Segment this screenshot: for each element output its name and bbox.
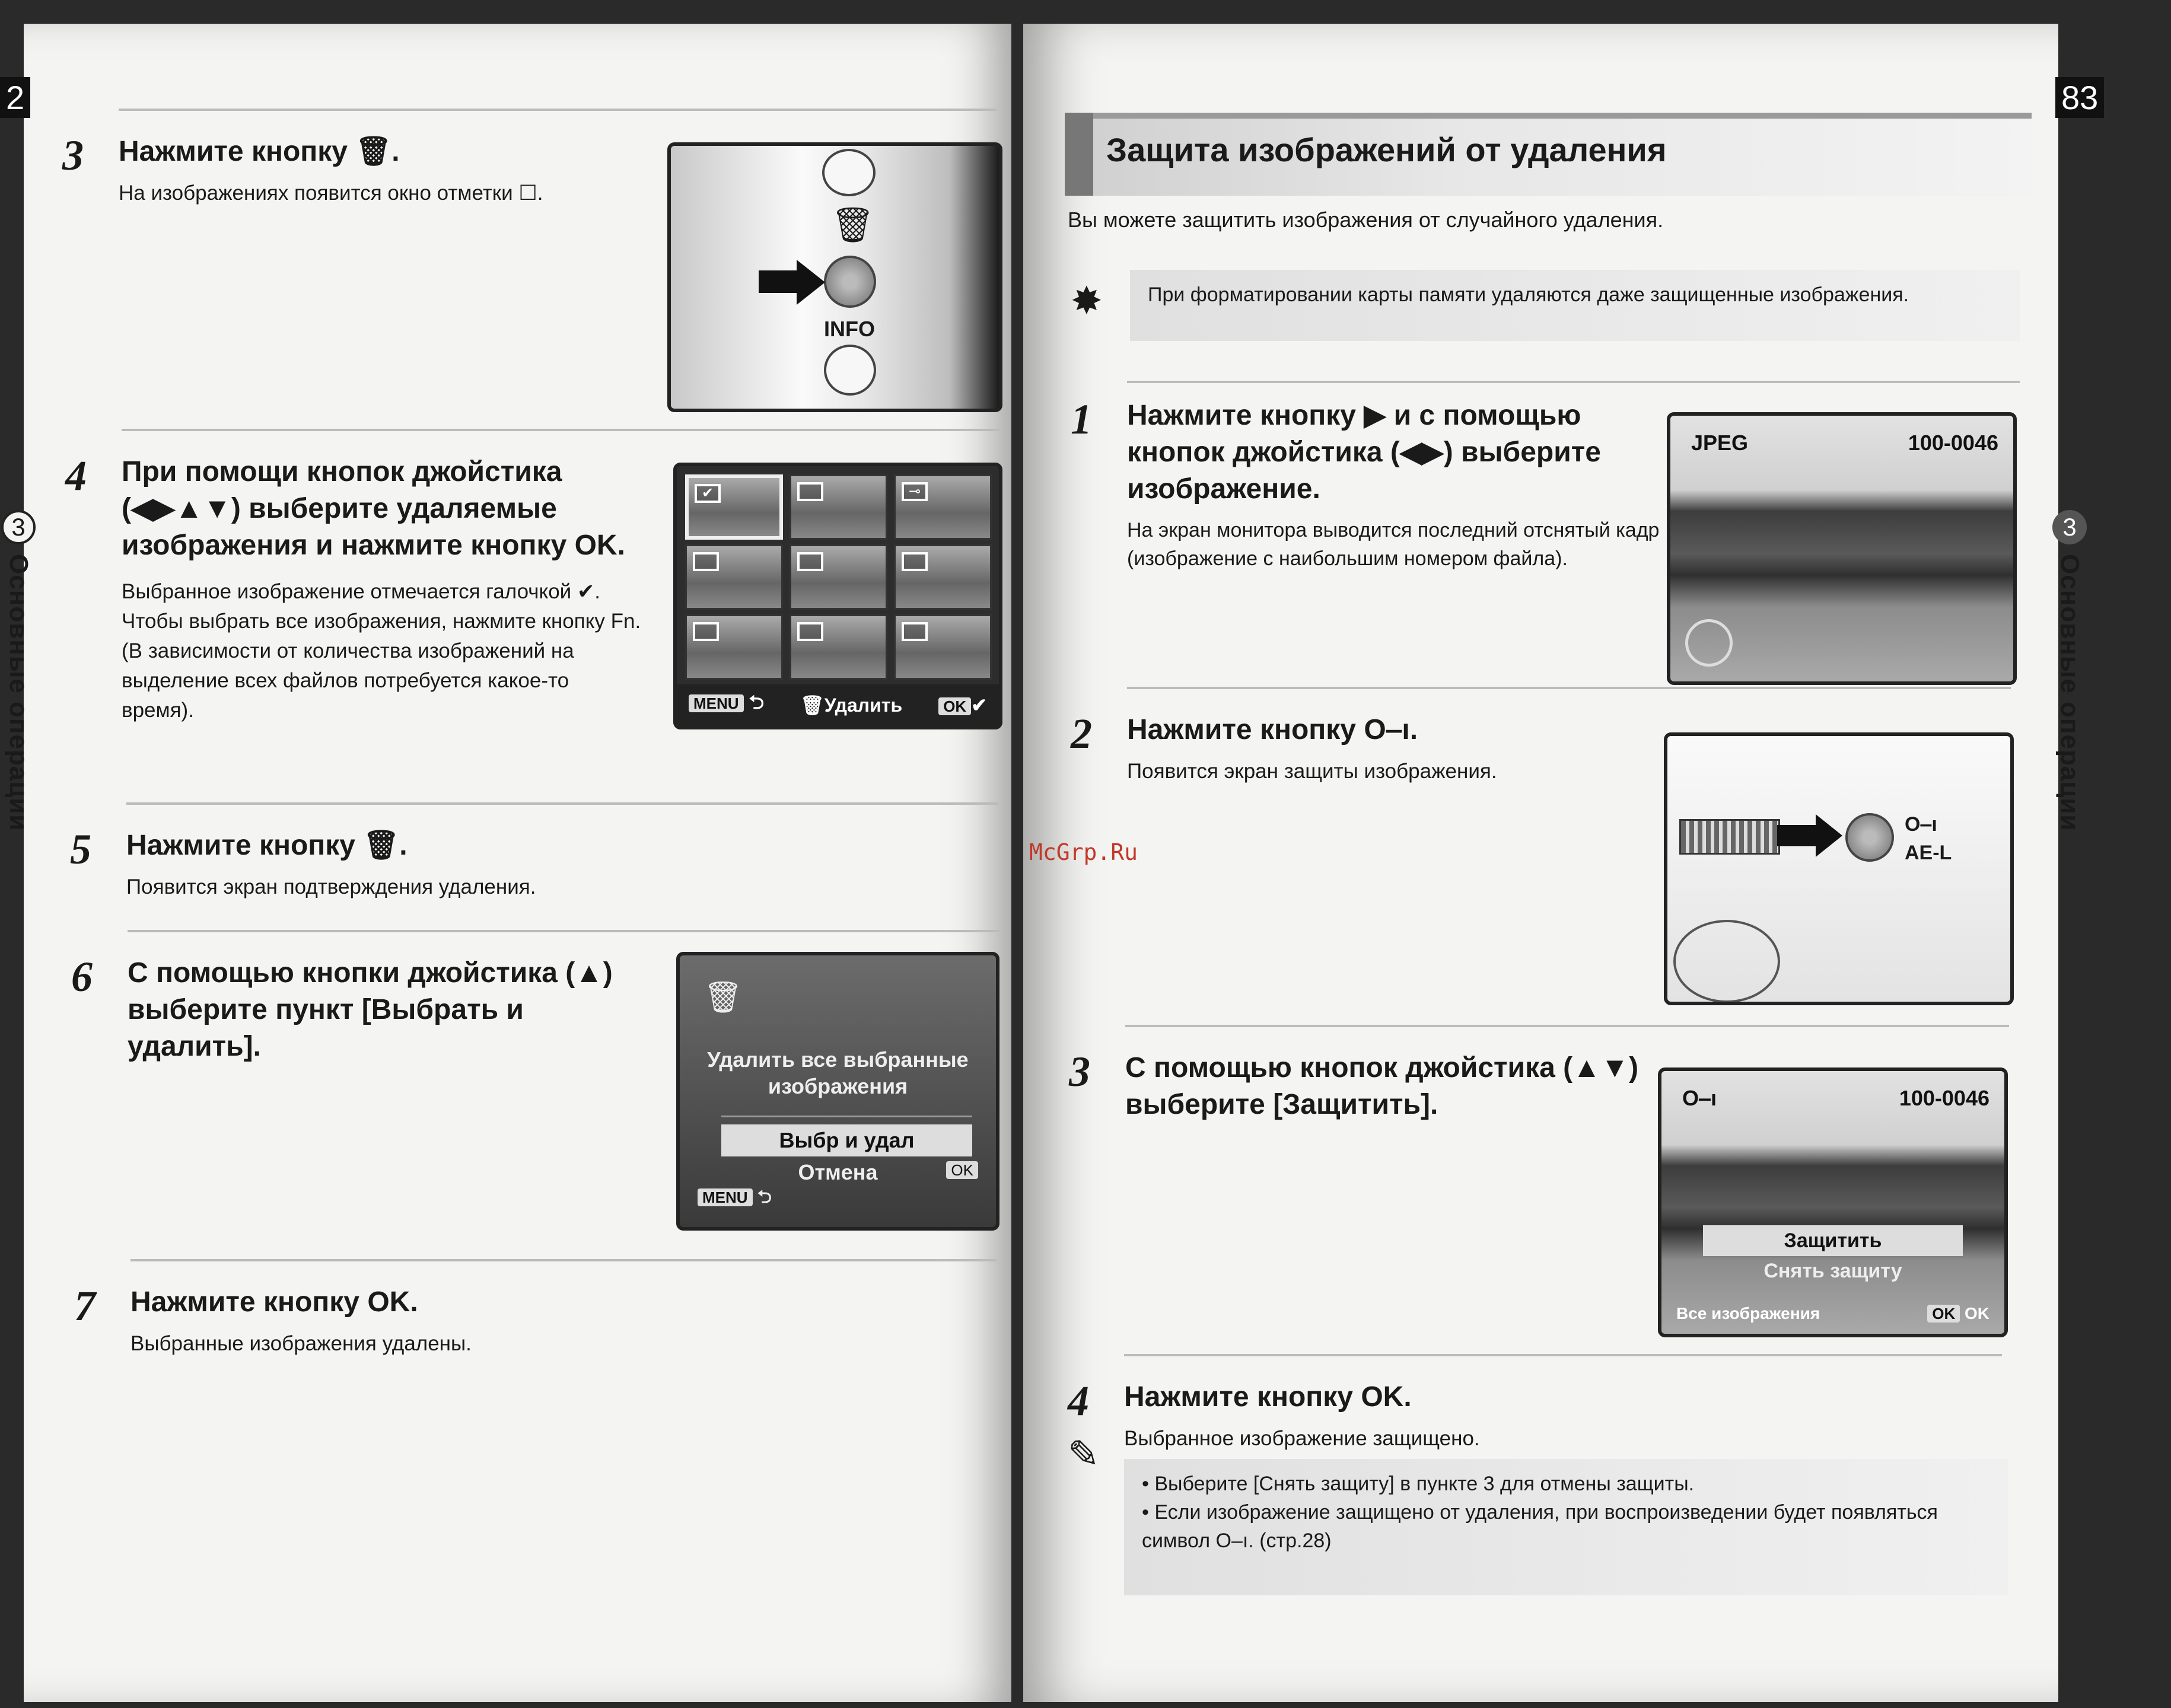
step-number: 4 bbox=[65, 452, 87, 499]
joystick-icon bbox=[1673, 920, 1780, 1003]
key-icon: ⊸ bbox=[902, 482, 928, 501]
camera-protect-button-illustration bbox=[1664, 732, 2014, 1005]
format-label: JPEG bbox=[1691, 431, 1749, 455]
step-text: Чтобы выбрать все изображения, нажмите кнопку Fn. (В зависимости от количества изображений на выделение всех файлов потребуется какое-то время). bbox=[122, 610, 641, 722]
thumbnail bbox=[685, 474, 783, 540]
step-text: Появится экран подтверждения удаления. bbox=[126, 875, 536, 898]
section-title-band bbox=[1065, 113, 2032, 196]
file-number: 100-0046 bbox=[1899, 1086, 1989, 1110]
step-title: Нажмите кнопку ▶ и с помощью кнопок джойстика (◀▶) выберите изображение. bbox=[1127, 400, 1601, 505]
thumbnail bbox=[685, 544, 783, 610]
option-select-delete: Выбр и удал bbox=[721, 1124, 972, 1156]
left-step-5 bbox=[70, 826, 897, 902]
step-text: На экран монитора выводится последний отснятый кадр (изображение с наибольшим номером файла). bbox=[1127, 519, 1660, 570]
right-step-1 bbox=[1071, 396, 1673, 573]
confirm-line-2: изображения bbox=[768, 1074, 908, 1098]
step-number: 7 bbox=[74, 1282, 96, 1330]
step-title: При помощи кнопок джойстика (◀▶▲▼) выберите удаляемые изображения и нажмите кнопку OK. bbox=[122, 456, 625, 561]
check-box-icon bbox=[693, 552, 719, 571]
thumbnail bbox=[894, 474, 992, 540]
thumbnail bbox=[894, 544, 992, 610]
info-label: INFO bbox=[824, 317, 875, 341]
key-icon: O‒ı bbox=[1682, 1086, 1717, 1110]
step-number: 5 bbox=[70, 826, 91, 873]
option-unprotect: Снять защиту bbox=[1763, 1260, 1902, 1282]
arrow-head-icon bbox=[1816, 814, 1842, 857]
thumbnail-selection-screen bbox=[673, 463, 1002, 729]
step-title: Нажмите кнопку O‒ı. bbox=[1127, 714, 1418, 745]
check-box-icon bbox=[693, 622, 719, 641]
step-text: Появится экран защиты изображения. bbox=[1127, 760, 1497, 783]
step-text: Выбранные изображения удалены. bbox=[130, 1332, 472, 1355]
trash-icon: 🗑 bbox=[831, 206, 875, 244]
step-title: Нажмите кнопку OK. bbox=[130, 1286, 418, 1318]
step-text: Выбранное изображение защищено. bbox=[1124, 1427, 1480, 1450]
thumbnail bbox=[894, 614, 992, 680]
chapter-number: 3 bbox=[2052, 510, 2087, 544]
step-number: 6 bbox=[71, 953, 93, 1000]
right-page-number: 83 bbox=[2055, 77, 2104, 118]
thumbnail bbox=[790, 544, 887, 610]
protect-screen bbox=[1658, 1068, 2008, 1337]
chapter-label: Основные операции bbox=[2055, 554, 2084, 831]
step-title: С помощью кнопок джойстика (▲▼) выберите [Защитить]. bbox=[1125, 1052, 1639, 1120]
memo-note bbox=[1124, 1459, 2008, 1595]
step-title: Нажмите кнопку 🗑. bbox=[119, 136, 400, 167]
left-step-3 bbox=[62, 132, 652, 208]
key-icon: O‒ı bbox=[1905, 813, 1937, 836]
camera-delete-button-illustration bbox=[667, 142, 1002, 412]
step-title: Нажмите кнопку OK. bbox=[1124, 1381, 1412, 1413]
step-title: Нажмите кнопку 🗑. bbox=[126, 830, 408, 861]
arrow-right-icon bbox=[759, 270, 800, 293]
left-page-number: 2 bbox=[0, 77, 30, 118]
confirm-line-1: Удалить все выбранные bbox=[707, 1047, 969, 1072]
option-cancel: Отмена bbox=[798, 1160, 878, 1184]
ok-tag: OK bbox=[1927, 1305, 1960, 1323]
step-title: С помощью кнопки джойстика (▲) выберите пункт [Выбрать и удалить]. bbox=[128, 957, 613, 1062]
check-icon: ✔ bbox=[971, 694, 987, 716]
step-number: 3 bbox=[1069, 1048, 1090, 1095]
option-protect: Защитить bbox=[1703, 1225, 1963, 1256]
left-step-4 bbox=[65, 452, 644, 725]
dial-icon bbox=[1679, 819, 1780, 855]
thumbnail bbox=[685, 614, 783, 680]
ok-tag: OK bbox=[938, 697, 971, 715]
intro-text: Вы можете защитить изображения от случайного удаления. bbox=[1068, 208, 1664, 232]
chapter-number: 3 bbox=[1, 510, 36, 544]
trash-icon: 🗑 bbox=[703, 980, 743, 1015]
delete-confirm-screen bbox=[676, 952, 999, 1231]
chapter-label: Основные операции bbox=[4, 554, 33, 831]
check-box-icon bbox=[902, 622, 928, 641]
all-images-label: Все изображения bbox=[1676, 1304, 1820, 1323]
watermark: McGrp.Ru bbox=[1029, 839, 1138, 865]
back-icon: ⮌ bbox=[749, 692, 765, 713]
delete-button bbox=[824, 256, 876, 308]
left-side-tab bbox=[1, 510, 36, 831]
thumbnail-screen-bar bbox=[677, 684, 999, 726]
section-title: Защита изображений от удаления bbox=[1106, 131, 1667, 168]
step-number: 4 bbox=[1068, 1377, 1089, 1425]
thumbnail bbox=[790, 474, 887, 540]
memo-line-1: • Выберите [Снять защиту] в пункте 3 для отмены защиты. bbox=[1142, 1473, 1695, 1495]
step-number: 3 bbox=[62, 132, 84, 179]
file-number: 100-0046 bbox=[1908, 431, 1998, 455]
info-button bbox=[824, 345, 876, 396]
arrow-head-icon bbox=[797, 260, 825, 305]
left-step-7 bbox=[74, 1282, 902, 1359]
caution-icon: ✸ bbox=[1071, 279, 1103, 322]
delete-label: 🗑Удалить bbox=[800, 694, 903, 716]
right-step-3 bbox=[1069, 1048, 1659, 1123]
memo-line-2: • Если изображение защищено от удаления, при воспроизведении будет появляться символ O‒ı. (стр.28) bbox=[1142, 1501, 1938, 1552]
thumbnail bbox=[790, 614, 887, 680]
caution-note: При форматировании карты памяти удаляются даже защищенные изображения. bbox=[1130, 270, 2020, 341]
check-box-icon bbox=[797, 482, 823, 501]
right-step-2 bbox=[1071, 710, 1661, 786]
check-box-icon bbox=[902, 552, 928, 571]
camera-button bbox=[822, 149, 876, 196]
menu-tag: MENU bbox=[689, 694, 744, 712]
back-icon: ⮌ bbox=[757, 1187, 772, 1207]
ae-l-label: AE-L bbox=[1905, 842, 1952, 864]
left-step-6 bbox=[71, 953, 620, 1065]
right-step-4 bbox=[1068, 1377, 2014, 1454]
check-box-icon bbox=[797, 622, 823, 641]
protect-button bbox=[1845, 813, 1894, 862]
step-number: 2 bbox=[1071, 710, 1092, 757]
step-number: 1 bbox=[1071, 396, 1092, 443]
step-text: На изображениях появится окно отметки ☐. bbox=[119, 181, 543, 205]
ok-label: OK bbox=[1965, 1304, 1989, 1323]
joystick-icon bbox=[1685, 619, 1733, 667]
arrow-right-icon bbox=[1777, 825, 1819, 846]
check-box-icon bbox=[797, 552, 823, 571]
memo-icon: ✎ bbox=[1068, 1433, 1100, 1476]
playback-screen bbox=[1667, 412, 2017, 685]
menu-tag: MENU bbox=[698, 1188, 753, 1206]
checked-box-icon: ✔ bbox=[695, 484, 721, 503]
ok-tag: OK bbox=[946, 1161, 978, 1179]
right-side-tab bbox=[2052, 510, 2087, 831]
step-text: Выбранное изображение отмечается галочкой ✔. bbox=[122, 580, 600, 603]
